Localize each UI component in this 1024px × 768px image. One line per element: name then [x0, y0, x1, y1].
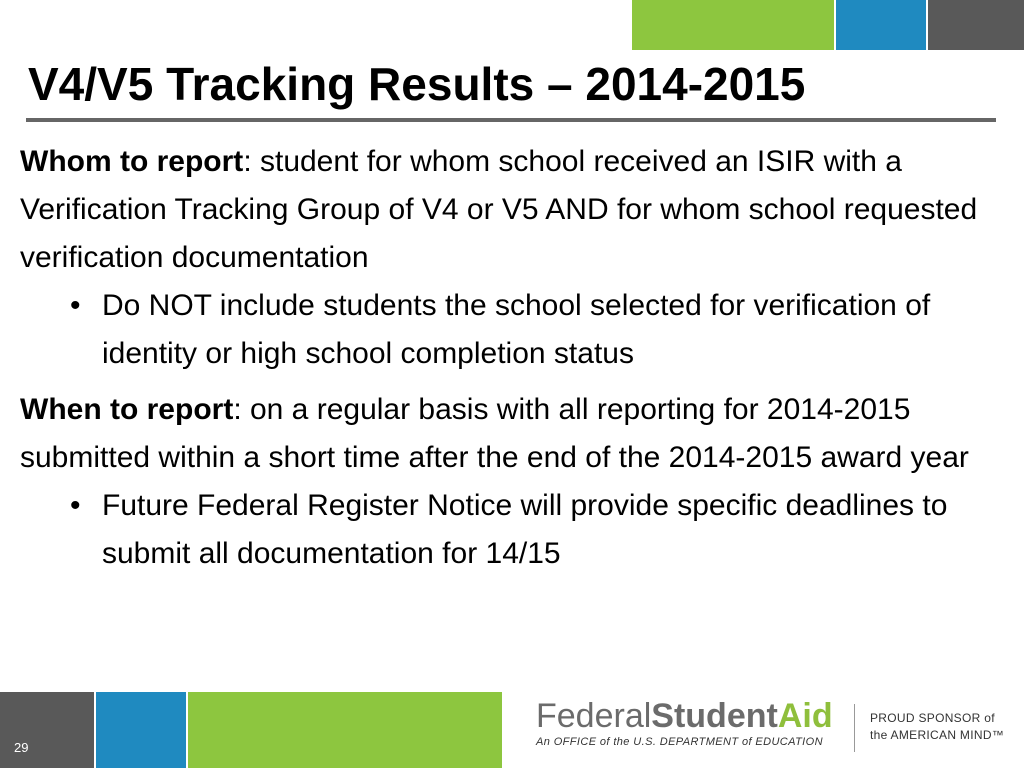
- bottom-gray-block: [0, 692, 94, 768]
- whom-paragraph: [20, 138, 1016, 282]
- sponsor-line-2: the AMERICAN MIND™: [870, 728, 1005, 742]
- logo-divider: [854, 704, 855, 752]
- when-bullet-text: Future Federal Register Notice will provide specific deadlines to submit all documentation for 14/15: [102, 489, 948, 570]
- page-number: 29: [14, 740, 29, 755]
- whom-label: Whom to report: [20, 145, 244, 178]
- when-text: : on a regular basis with all reporting for 2014-2015 submitted within a short time after the end of the 2014-2015 award year: [20, 393, 969, 474]
- top-gray-block: [928, 0, 1024, 50]
- sponsor-line-1: PROUD SPONSOR of: [870, 711, 995, 725]
- when-label: When to report: [20, 393, 234, 426]
- logo-wordmark: [536, 696, 833, 736]
- federal-student-aid-logo: [536, 696, 1006, 756]
- slide-title: V4/V5 Tracking Results – 2014-2015: [28, 58, 806, 110]
- slide-body: [20, 138, 1016, 578]
- sponsor-text: [870, 710, 1004, 744]
- logo-student: Student: [651, 697, 778, 735]
- bottom-blue-block: [96, 692, 186, 768]
- bottom-green-block: [188, 692, 502, 768]
- when-bullet: [20, 482, 1016, 578]
- title-underline: [26, 118, 996, 122]
- when-paragraph: [20, 386, 1016, 482]
- whom-bullet-text: Do NOT include students the school selected for verification of identity or high school completion status: [102, 289, 931, 370]
- logo-aid: Aid: [777, 697, 833, 735]
- whom-text: : student for whom school received an ISIR with a Verification Tracking Group of V4 or V5 AND for whom school requested verification documentation: [20, 145, 978, 274]
- top-green-block: [632, 0, 834, 50]
- logo-subtitle: An OFFICE of the U.S. DEPARTMENT of EDUCATION: [536, 736, 823, 748]
- top-blue-block: [836, 0, 926, 50]
- bullet-dot: •: [70, 489, 81, 522]
- logo-federal: Federal: [536, 697, 652, 735]
- whom-bullet: [20, 282, 1016, 378]
- bullet-dot: •: [70, 289, 81, 322]
